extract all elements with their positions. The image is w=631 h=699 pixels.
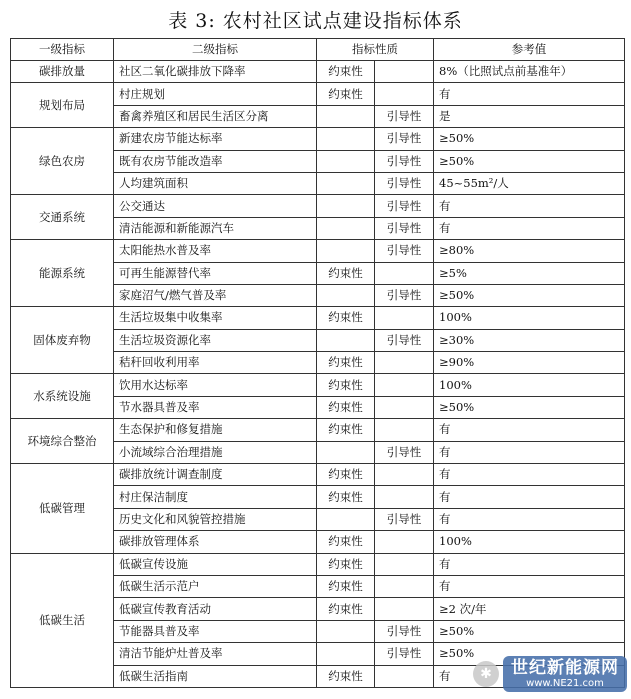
reference-value: 有 — [434, 508, 625, 530]
table-row — [11, 240, 625, 262]
binding-cell: 约束性 — [317, 352, 375, 374]
level2-indicator: 历史文化和风貌管控措施 — [114, 508, 317, 530]
level1-indicator: 低碳管理 — [11, 464, 114, 554]
binding-cell — [317, 284, 375, 306]
binding-cell — [317, 329, 375, 351]
watermark-logo — [503, 656, 627, 692]
reference-value: ≥50% — [434, 284, 625, 306]
guiding-cell — [375, 531, 434, 553]
guiding-cell — [375, 553, 434, 575]
table-row — [11, 83, 625, 105]
reference-value: 有 — [434, 665, 625, 687]
guiding-cell — [375, 464, 434, 486]
binding-cell — [317, 150, 375, 172]
guiding-cell: 引导性 — [375, 620, 434, 642]
binding-cell — [317, 128, 375, 150]
guiding-cell — [375, 396, 434, 418]
guiding-cell — [375, 307, 434, 329]
guiding-cell: 引导性 — [375, 329, 434, 351]
guiding-cell — [375, 61, 434, 83]
level2-indicator: 碳排放统计调查制度 — [114, 464, 317, 486]
table-row — [11, 374, 625, 396]
binding-cell — [317, 620, 375, 642]
indicator-table — [10, 38, 625, 688]
guiding-cell: 引导性 — [375, 643, 434, 665]
guiding-cell: 引导性 — [375, 240, 434, 262]
reference-value: ≥50% — [434, 620, 625, 642]
watermark-cn: 世纪新能源网 — [511, 658, 619, 678]
guiding-cell — [375, 83, 434, 105]
level2-indicator: 公交通达 — [114, 195, 317, 217]
guiding-cell: 引导性 — [375, 217, 434, 239]
watermark — [412, 653, 627, 695]
reference-value: 100% — [434, 307, 625, 329]
table-row — [11, 464, 625, 486]
guiding-cell: 引导性 — [375, 150, 434, 172]
reference-value: ≥50% — [434, 150, 625, 172]
table-row — [11, 307, 625, 329]
level2-indicator: 社区二氧化碳排放下降率 — [114, 61, 317, 83]
reference-value: 有 — [434, 419, 625, 441]
guiding-cell: 引导性 — [375, 128, 434, 150]
binding-cell — [317, 508, 375, 530]
table-row — [11, 553, 625, 575]
guiding-cell: 引导性 — [375, 105, 434, 127]
level2-indicator: 太阳能热水普及率 — [114, 240, 317, 262]
header-nature: 指标性质 — [317, 39, 434, 61]
guiding-cell: 引导性 — [375, 284, 434, 306]
level1-indicator: 环境综合整治 — [11, 419, 114, 464]
level1-indicator: 规划布局 — [11, 83, 114, 128]
level2-indicator: 清洁能源和新能源汽车 — [114, 217, 317, 239]
reference-value: 有 — [434, 575, 625, 597]
binding-cell: 约束性 — [317, 419, 375, 441]
binding-cell — [317, 441, 375, 463]
binding-cell: 约束性 — [317, 307, 375, 329]
reference-value: ≥90% — [434, 352, 625, 374]
level2-indicator: 新建农房节能达标率 — [114, 128, 317, 150]
header-level2: 二级指标 — [114, 39, 317, 61]
wechat-icon: ✱ — [473, 661, 499, 687]
binding-cell: 约束性 — [317, 598, 375, 620]
level2-indicator: 既有农房节能改造率 — [114, 150, 317, 172]
level2-indicator: 生活垃圾资源化率 — [114, 329, 317, 351]
level2-indicator: 碳排放管理体系 — [114, 531, 317, 553]
reference-value: ≥30% — [434, 329, 625, 351]
binding-cell: 约束性 — [317, 262, 375, 284]
level2-indicator: 小流域综合治理措施 — [114, 441, 317, 463]
binding-cell — [317, 217, 375, 239]
binding-cell: 约束性 — [317, 61, 375, 83]
level2-indicator: 村庄规划 — [114, 83, 317, 105]
level2-indicator: 低碳宣传设施 — [114, 553, 317, 575]
guiding-cell — [375, 419, 434, 441]
reference-value: 有 — [434, 553, 625, 575]
level2-indicator: 饮用水达标率 — [114, 374, 317, 396]
header-reference: 参考值 — [434, 39, 625, 61]
watermark-en: www.NE21.com — [526, 678, 604, 689]
reference-value: ≥5% — [434, 262, 625, 284]
level1-indicator: 绿色农房 — [11, 128, 114, 195]
binding-cell — [317, 195, 375, 217]
binding-cell — [317, 105, 375, 127]
level2-indicator: 家庭沼气/燃气普及率 — [114, 284, 317, 306]
level2-indicator: 可再生能源替代率 — [114, 262, 317, 284]
level2-indicator: 低碳宣传教育活动 — [114, 598, 317, 620]
table-row — [11, 61, 625, 83]
guiding-cell: 引导性 — [375, 195, 434, 217]
level2-indicator: 节水器具普及率 — [114, 396, 317, 418]
guiding-cell: 引导性 — [375, 172, 434, 194]
level1-indicator: 固体废弃物 — [11, 307, 114, 374]
level2-indicator: 生态保护和修复措施 — [114, 419, 317, 441]
reference-value: 8%（比照试点前基准年） — [434, 61, 625, 83]
reference-value: 有 — [434, 83, 625, 105]
reference-value: ≥50% — [434, 396, 625, 418]
binding-cell: 约束性 — [317, 464, 375, 486]
level1-indicator: 碳排放量 — [11, 61, 114, 83]
reference-value: 45~55m²/人 — [434, 172, 625, 194]
level2-indicator: 村庄保洁制度 — [114, 486, 317, 508]
header-row — [11, 39, 625, 61]
level2-indicator: 生活垃圾集中收集率 — [114, 307, 317, 329]
binding-cell: 约束性 — [317, 396, 375, 418]
level1-indicator: 水系统设施 — [11, 374, 114, 419]
guiding-cell — [375, 262, 434, 284]
table-title: 表 3: 农村社区试点建设指标体系 — [168, 10, 463, 32]
reference-value: ≥80% — [434, 240, 625, 262]
reference-value: 有 — [434, 217, 625, 239]
binding-cell: 约束性 — [317, 83, 375, 105]
reference-value: 是 — [434, 105, 625, 127]
level2-indicator: 人均建筑面积 — [114, 172, 317, 194]
reference-value: 有 — [434, 195, 625, 217]
reference-value: 有 — [434, 441, 625, 463]
binding-cell: 约束性 — [317, 486, 375, 508]
level2-indicator: 清洁节能炉灶普及率 — [114, 643, 317, 665]
guiding-cell — [375, 598, 434, 620]
guiding-cell — [375, 374, 434, 396]
binding-cell: 约束性 — [317, 553, 375, 575]
binding-cell — [317, 240, 375, 262]
guiding-cell: 引导性 — [375, 508, 434, 530]
binding-cell: 约束性 — [317, 531, 375, 553]
binding-cell — [317, 172, 375, 194]
reference-value: ≥50% — [434, 128, 625, 150]
guiding-cell — [375, 575, 434, 597]
table-row — [11, 128, 625, 150]
table-row — [11, 195, 625, 217]
level1-indicator: 交通系统 — [11, 195, 114, 240]
level1-indicator: 低碳生活 — [11, 553, 114, 687]
binding-cell: 约束性 — [317, 374, 375, 396]
guiding-cell — [375, 352, 434, 374]
header-level1: 一级指标 — [11, 39, 114, 61]
binding-cell: 约束性 — [317, 575, 375, 597]
reference-value: ≥50% — [434, 643, 625, 665]
guiding-cell — [375, 486, 434, 508]
level2-indicator: 低碳生活示范户 — [114, 575, 317, 597]
level2-indicator: 秸秆回收利用率 — [114, 352, 317, 374]
table-row — [11, 419, 625, 441]
guiding-cell: 引导性 — [375, 441, 434, 463]
level2-indicator: 低碳生活指南 — [114, 665, 317, 687]
reference-value: 有 — [434, 486, 625, 508]
reference-value: ≥2 次/年 — [434, 598, 625, 620]
level1-indicator: 能源系统 — [11, 240, 114, 307]
reference-value: 100% — [434, 374, 625, 396]
reference-value: 100% — [434, 531, 625, 553]
level2-indicator: 畜禽养殖区和居民生活区分离 — [114, 105, 317, 127]
binding-cell: 约束性 — [317, 665, 375, 687]
reference-value: 有 — [434, 464, 625, 486]
level2-indicator: 节能器具普及率 — [114, 620, 317, 642]
binding-cell — [317, 643, 375, 665]
